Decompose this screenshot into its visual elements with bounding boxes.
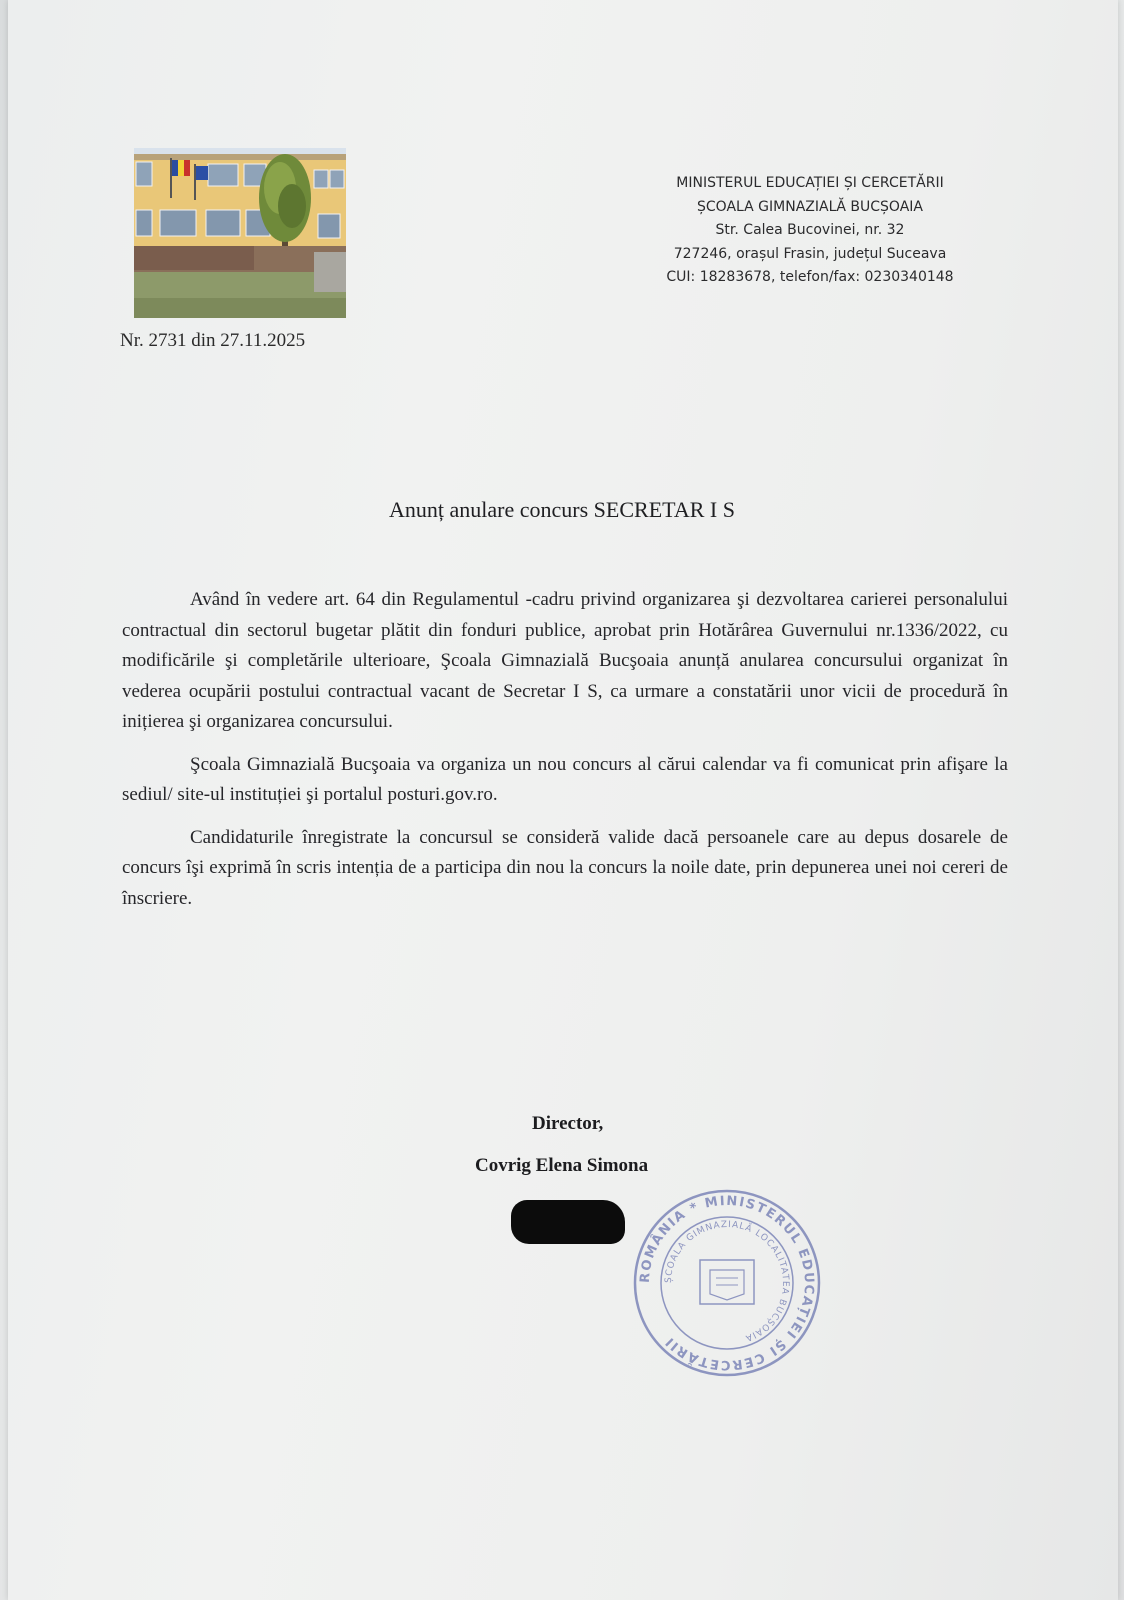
registration-number: Nr. 2731 din 27.11.2025 <box>120 330 306 351</box>
document-body <box>122 585 1008 926</box>
signatory-role: Director, <box>532 1113 604 1134</box>
stamp-inner-text: ȘCOALA GIMNAZIALĂ LOCALITATEA BUCȘOAIA <box>663 1219 791 1343</box>
svg-text:ȘCOALA GIMNAZIALĂ LOCALITATEA <box>664 1220 790 1343</box>
school-building-photo <box>134 148 346 318</box>
ministry-name: MINISTERUL EDUCAȚIEI ȘI CERCETĂRII <box>676 175 944 191</box>
contact-info: CUI: 18283678, telefon/fax: 0230340148 <box>666 269 954 285</box>
street-address: Str. Calea Bucovinei, nr. 32 <box>715 222 905 238</box>
paragraph: Şcoala Gimnazială Bucşoaia va organiza un nou concurs al cărui calendar va fi comunicat prin afişare la sediul/ site-ul instituției şi portalul posturi.gov.ro. <box>122 753 1008 805</box>
paragraph: Candidaturile înregistrate la concursul se consideră valide dacă persoanele care au depus dosarele de concurs îşi exprimă în scris intenția de a participa din nou la concurs la noile date, prin depunerea unei noi cereri de înscriere. <box>122 826 1008 909</box>
city-address: 727246, orașul Frasin, județul Suceava <box>673 245 947 262</box>
document-title: Anunț anulare concurs SECRETAR I S <box>389 497 735 522</box>
stamp-outer-text: ROMÂNIA * MINISTERUL EDUCAȚIEI ȘI CERCETĂRII <box>637 1193 817 1373</box>
paragraph: Având în vedere art. 64 din Regulamentul -cadru privind organizarea şi dezvoltarea carierei personalului contractual din sectorul bugetar plătit din fonduri publice, aprobat prin Hotărârea Guvernului nr.1336/2022, cu modificările şi completările ulterioare, Şcoala Gimnazială Bucşoaia anunță anularea concursului organizat în vederea ocupării postului contractual vacant de Secretar I S, ca urmare a constatării unor vicii de procedură în inițierea şi organizarea concursului. <box>122 589 1008 732</box>
signatory-name: Covrig Elena Simona <box>475 1155 649 1176</box>
redacted-signature <box>511 1200 625 1244</box>
official-stamp <box>632 1188 822 1378</box>
institution-header <box>640 172 980 290</box>
school-name: ȘCOALA GIMNAZIALĂ BUCȘOAIA <box>697 198 923 215</box>
